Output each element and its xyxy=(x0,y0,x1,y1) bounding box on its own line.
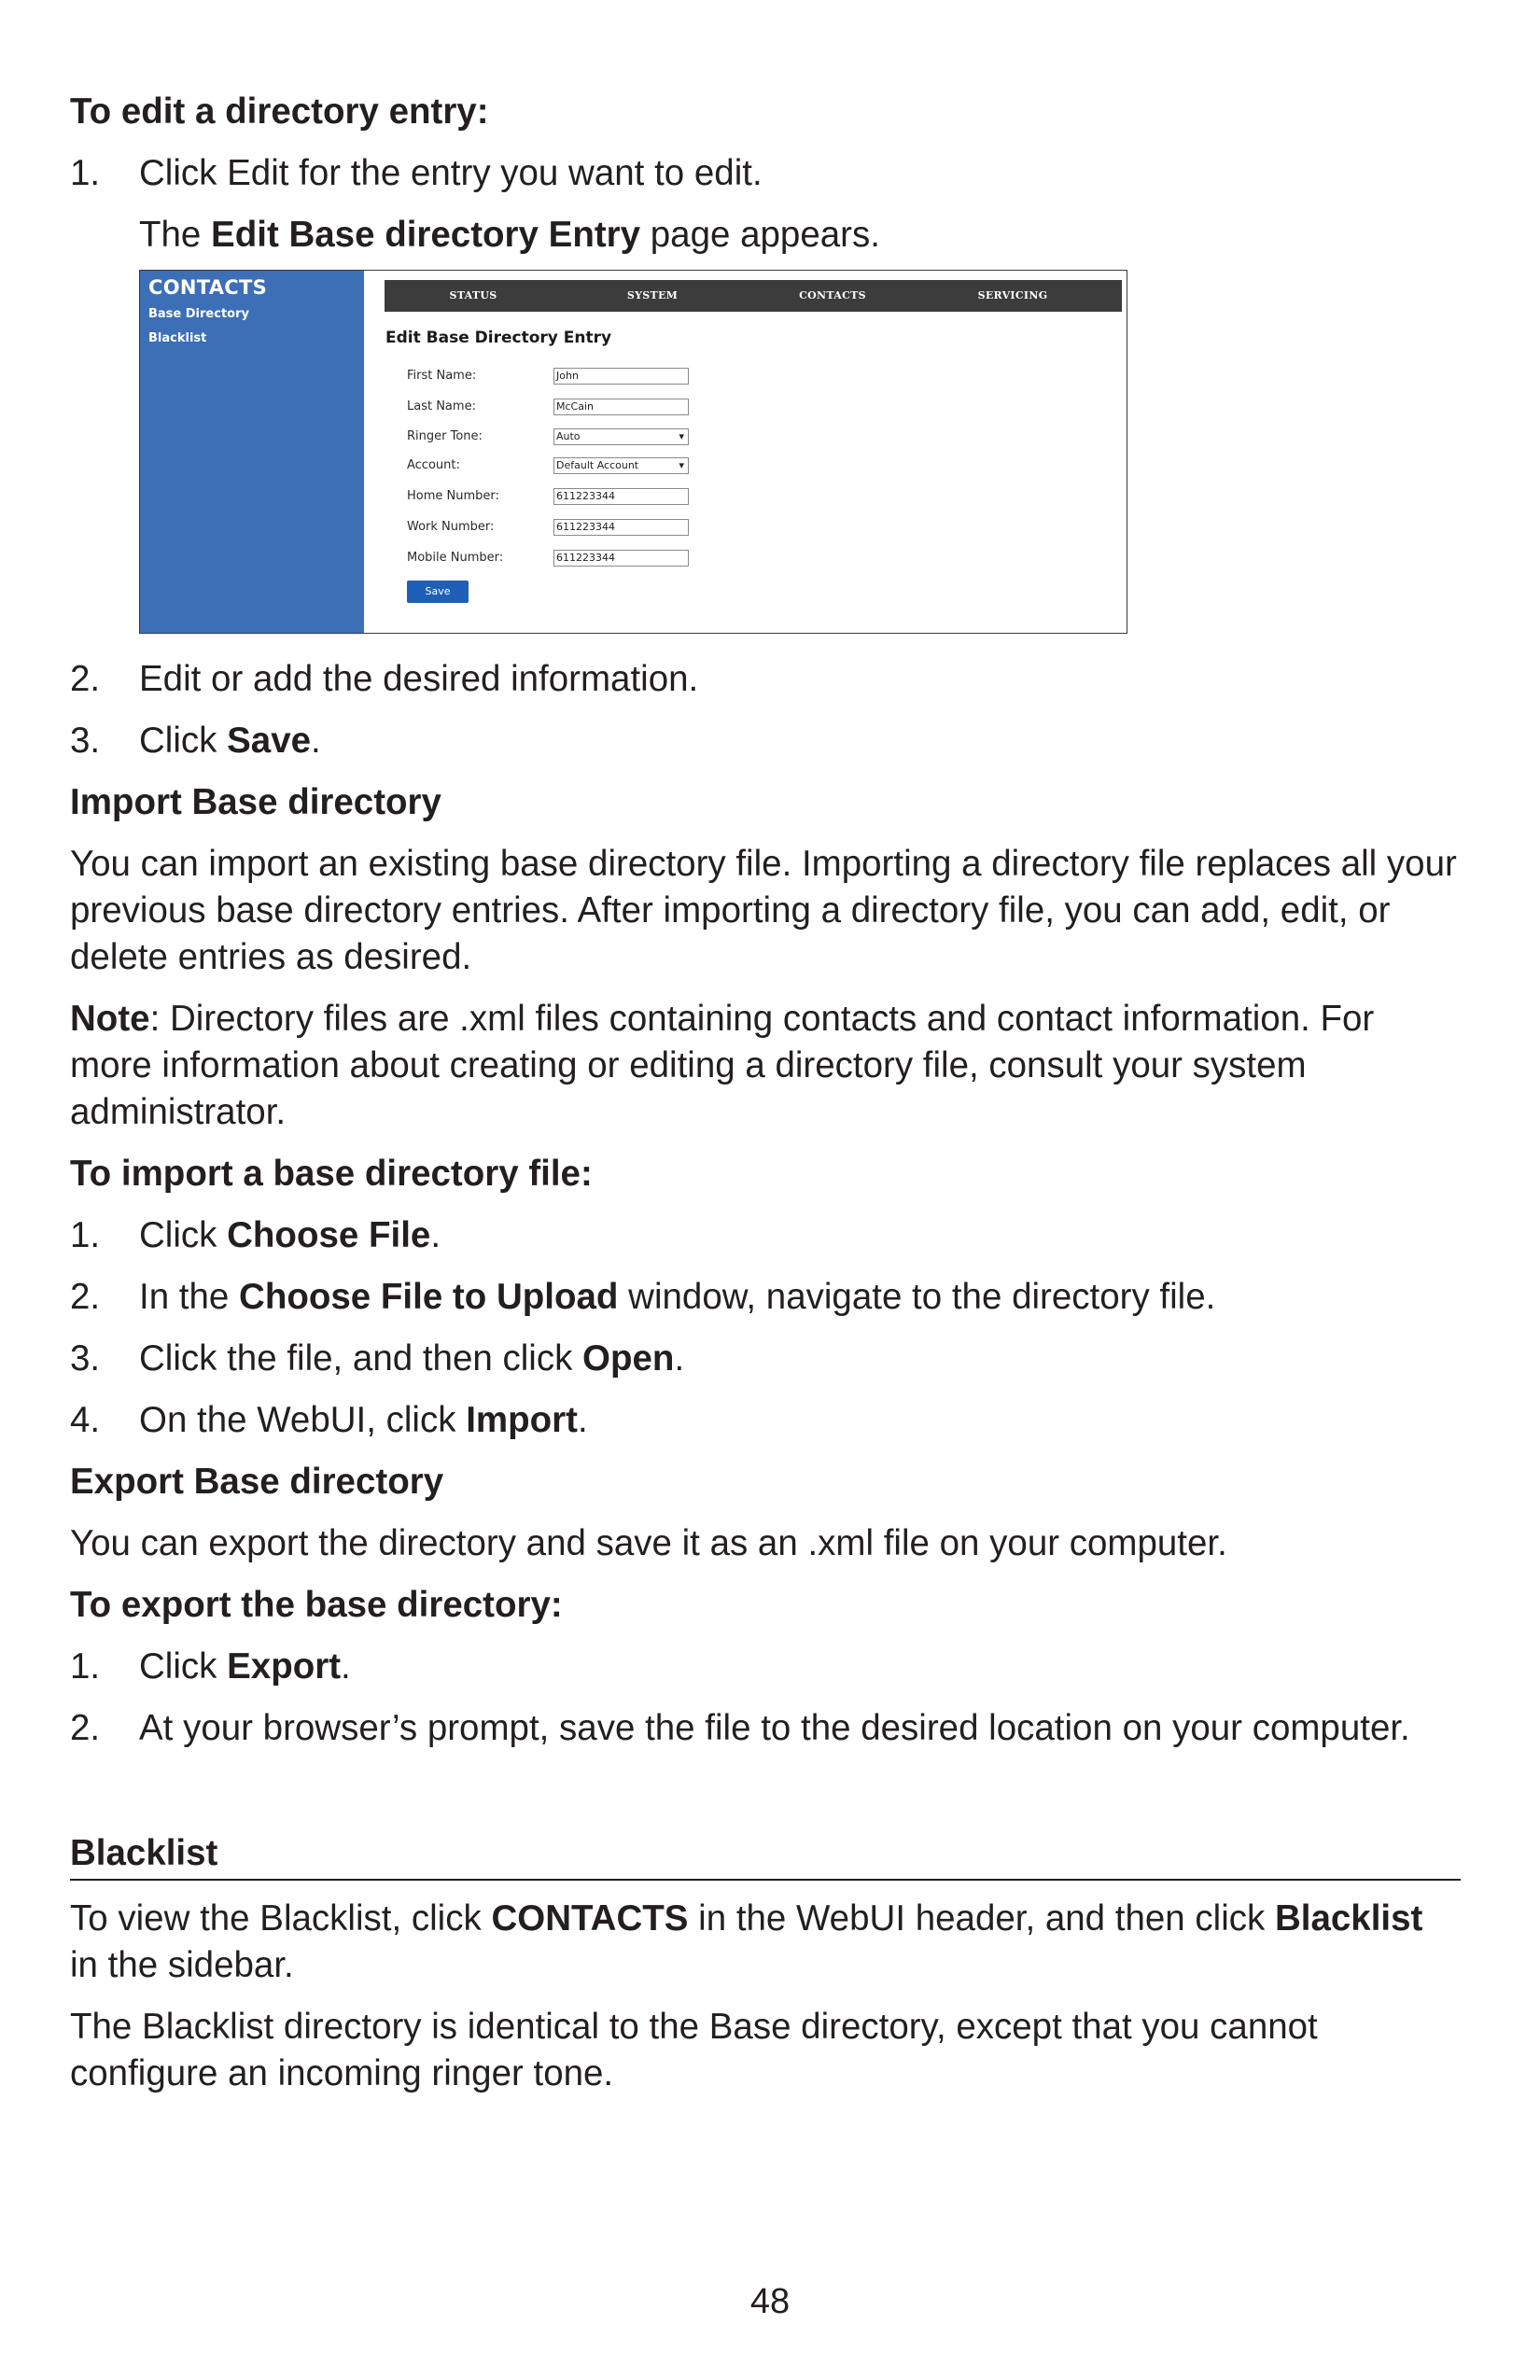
text: On the WebUI, click xyxy=(139,1400,467,1440)
document-page xyxy=(70,89,1461,2097)
text: : Directory files are .xml files containing contacts and contact information. For more information about creating or editing a directory file, consult your system administrator. xyxy=(70,999,1375,1132)
text: window, navigate to the directory file. xyxy=(618,1277,1216,1317)
webui-screenshot xyxy=(139,270,1127,634)
sidebar-title: CONTACTS xyxy=(148,276,268,299)
step-number: 4. xyxy=(70,1400,101,1440)
text: The xyxy=(139,215,212,255)
edit-entry-heading: To edit a directory entry: xyxy=(70,91,489,132)
text: . xyxy=(577,1400,588,1440)
ringer-tone-select[interactable]: Auto ▾ xyxy=(553,428,689,445)
account-label: Account: xyxy=(407,458,460,472)
step-text: Edit or add the desired information. xyxy=(139,659,699,699)
bold-text: Open xyxy=(582,1338,675,1379)
last-name-input[interactable]: McCain xyxy=(553,399,689,415)
nav-contacts[interactable]: CONTACTS xyxy=(799,289,866,301)
bold-text: Export xyxy=(227,1646,342,1687)
work-number-input[interactable]: 611223344 xyxy=(553,519,689,536)
page-appears-note xyxy=(70,212,1461,259)
text: . xyxy=(311,721,321,761)
export-subheading: To export the base directory: xyxy=(70,1585,563,1625)
sidebar xyxy=(140,271,364,633)
step-number: 1. xyxy=(70,153,101,193)
save-button[interactable]: Save xyxy=(407,581,469,603)
text: Click xyxy=(139,721,228,761)
step-number: 2. xyxy=(70,1708,101,1748)
work-number-label: Work Number: xyxy=(407,520,495,534)
page-number: 48 xyxy=(749,2282,791,2321)
last-name-label: Last Name: xyxy=(407,399,476,413)
step-number: 2. xyxy=(70,659,101,699)
sidebar-item-base-directory[interactable]: Base Directory xyxy=(148,307,249,321)
first-name-input[interactable]: John xyxy=(553,368,689,385)
import-step-1 xyxy=(70,1212,1461,1259)
text: Click xyxy=(139,1646,228,1687)
export-paragraph: You can export the directory and save it as an .xml file on your computer. xyxy=(70,1523,1227,1563)
text: in the WebUI header, and then click xyxy=(688,1898,1275,1939)
import-step-4 xyxy=(70,1397,1461,1444)
text: In the xyxy=(139,1277,240,1317)
step-text: Click Edit for the entry you want to edit. xyxy=(139,153,763,193)
blacklist-paragraph-1 xyxy=(70,1896,1461,1989)
bold-text: Choose File xyxy=(227,1215,431,1255)
text: Click the file, and then click xyxy=(139,1338,583,1379)
export-heading: Export Base directory xyxy=(70,1462,444,1502)
bold-text: Edit Base directory Entry xyxy=(211,215,641,255)
export-step-1 xyxy=(70,1644,1461,1690)
import-note xyxy=(70,996,1461,1136)
export-step-2 xyxy=(70,1705,1461,1752)
top-nav xyxy=(385,280,1122,312)
first-name-label: First Name: xyxy=(407,369,477,383)
text: page appears. xyxy=(640,215,880,255)
step-number: 3. xyxy=(70,721,101,761)
text: in the sidebar. xyxy=(70,1945,294,1985)
text: . xyxy=(674,1338,685,1379)
text: To view the Blacklist, click xyxy=(70,1898,492,1939)
bold-text: Choose File to Upload xyxy=(239,1277,619,1317)
home-number-input[interactable]: 611223344 xyxy=(553,488,689,505)
import-step-3 xyxy=(70,1336,1461,1382)
text: . xyxy=(430,1215,441,1255)
text: Click xyxy=(139,1215,228,1255)
account-select[interactable]: Default Account ▾ xyxy=(553,457,689,474)
edit-step-3 xyxy=(70,718,1461,764)
step-number: 1. xyxy=(70,1646,101,1687)
step-number: 1. xyxy=(70,1215,101,1255)
ringer-tone-label: Ringer Tone: xyxy=(407,429,483,443)
note-label: Note xyxy=(70,999,150,1039)
blacklist-heading: Blacklist xyxy=(70,1830,1461,1881)
import-subheading: To import a base directory file: xyxy=(70,1154,593,1194)
form-title: Edit Base Directory Entry xyxy=(385,329,612,347)
step-number: 2. xyxy=(70,1277,101,1317)
bold-text: Blacklist xyxy=(1274,1898,1423,1939)
sidebar-item-blacklist[interactable]: Blacklist xyxy=(148,331,207,345)
edit-step-2 xyxy=(70,656,1461,703)
text: . xyxy=(341,1646,351,1687)
edit-step-1 xyxy=(70,150,1461,197)
blacklist-paragraph-2: The Blacklist directory is identical to the Base directory, except that you cannot configure an incoming ringer tone. xyxy=(70,2007,1318,2093)
nav-system[interactable]: SYSTEM xyxy=(626,289,679,301)
import-heading: Import Base directory xyxy=(70,782,441,822)
step-number: 3. xyxy=(70,1338,101,1379)
nav-servicing[interactable]: SERVICING xyxy=(977,289,1048,301)
bold-text: Save xyxy=(227,721,312,761)
import-paragraph: You can import an existing base directory file. Importing a directory file replaces all your previous base directory entries. After importing a directory file, you can add, edit, or delete entries as desired. xyxy=(70,844,1457,977)
home-number-label: Home Number: xyxy=(407,489,499,503)
import-step-2 xyxy=(70,1274,1461,1321)
mobile-number-label: Mobile Number: xyxy=(407,551,504,565)
mobile-number-input[interactable]: 611223344 xyxy=(553,550,689,567)
bold-text: CONTACTS xyxy=(491,1898,689,1939)
nav-status[interactable]: STATUS xyxy=(449,289,497,301)
step-text: At your browser’s prompt, save the file to the desired location on your computer. xyxy=(139,1708,1410,1748)
bold-text: Import xyxy=(466,1400,578,1440)
